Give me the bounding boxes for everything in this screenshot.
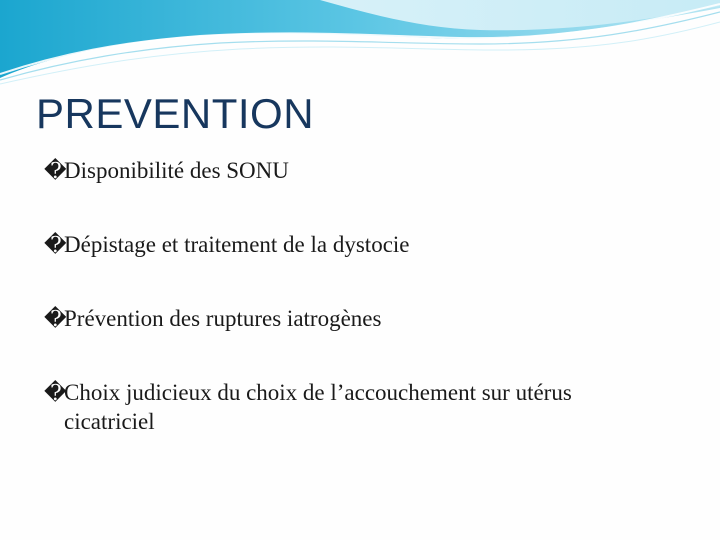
bullet-marker-icon: �	[44, 380, 67, 405]
bullet-text: Dépistage et traitement de la dystocie	[64, 232, 410, 257]
bullet-item	[44, 156, 644, 185]
bullet-text: Choix judicieux du choix de l’accouchement sur utérus cicatriciel	[64, 380, 572, 434]
bullet-text: Prévention des ruptures iatrogènes	[64, 306, 382, 331]
bullet-item	[44, 378, 644, 436]
bullet-item	[44, 230, 644, 259]
bullet-marker-icon: �	[44, 158, 67, 183]
header-wave-decoration	[0, 0, 720, 90]
bullet-marker-icon: �	[44, 232, 67, 257]
bullet-marker-icon: �	[44, 306, 67, 331]
bullet-text: Disponibilité des SONU	[64, 158, 289, 183]
bullet-item	[44, 304, 644, 333]
slide-title: PREVENTION	[36, 90, 315, 137]
bullet-list	[44, 156, 644, 481]
